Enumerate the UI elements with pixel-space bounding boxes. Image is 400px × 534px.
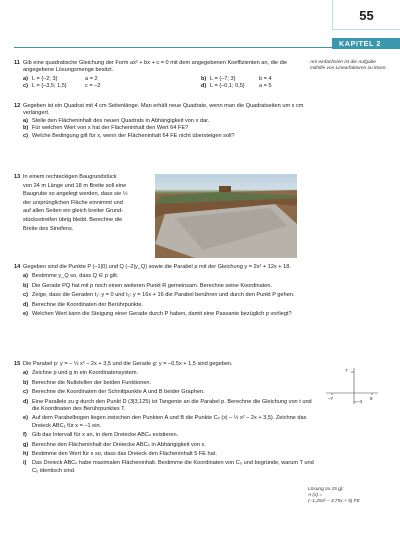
page-number: 55 (332, 0, 400, 30)
chapter-label: KAPITEL 2 (332, 38, 400, 49)
subtask-b: b) Für welchen Wert von x hat der Flächeninhalt den Wert 64 FE? (23, 125, 189, 132)
solution-note: Lösung zu 15 g): A (x) = (–1,25x² – 3,75x + 5) FE (308, 487, 360, 504)
subtask-h: h) Bestimme den Wert für x so, dass das Dreieck den Flächeninhalt 5 FE hat. (23, 451, 217, 458)
subtask-b-coef: b = 4 (259, 75, 272, 82)
construction-site-photo (155, 174, 297, 258)
subtask-e: e) Welchen Wert kann die Steigung einer Gerade durch P haben, damit eine Passante bezüglich p vorliegt? (23, 311, 292, 318)
task-text: Gegeben ist ein Quadrat mit 4 cm Seitenlänge. Man erhält neue Quadrate, wenn man die Quadratseiten um x cm verlängert. (23, 103, 304, 117)
subtask-d: d) Berechne die Koordinaten der Berührpunkte. (23, 301, 144, 308)
subtask-b: b) Berechne die Nullstellen der beiden Funktionen. (23, 379, 152, 386)
task-number: 11 (14, 60, 20, 66)
task-number: 14 (14, 264, 21, 270)
subtask-c: c) Berechne die Koordinaten der Schnittpunkte A und B beider Graphen. (23, 389, 205, 396)
header-rule (14, 47, 332, 48)
subtask-e: e) Auf dem Parabelbogen liegen zwischen den Punkten A und B die Punkte Cₙ (x| – ½ x² – 2x + 3,5). Zeichne das Dreieck ABC₁ für x = –1 ein. (23, 415, 307, 429)
task-15 (14, 361, 314, 475)
task-line: der ursprünglichen Fläche einnimmt und (23, 199, 123, 206)
task-13 (14, 173, 154, 233)
subtask-c: c) Welche Bedingung gilt für x, wenn der Flächeninhalt 64 FE nicht übersteigen soll? (23, 132, 235, 139)
subtask-b: b) L = {–7; 3} (201, 75, 236, 82)
axis-label-y-bottom: –4 (357, 399, 363, 404)
subtask-a: a) L = {–2; 3} (23, 75, 58, 82)
subtask-b: b) Die Gerade PQ hat mit p noch einen weiteren Punkt R gemeinsam. Berechne seine Koordinaten. (23, 282, 273, 289)
subtask-c-coef: c = –2 (85, 83, 101, 90)
task-line: stücksstreifen übrig bleibt. Berechne die (23, 216, 123, 223)
subtask-c: c) Zeige, dass die Geraden t₁: y = 0 und t₂: y = 16x + 16 die Parabel berühren und durch den Punkt P gehen. (23, 292, 295, 299)
task-text: Gib eine quadratische Gleichung der Form ax² + bx + c = 0 mit dem angegebenen Koeffizienten an, die die angegebene Lösungsmenge besitzt. (23, 60, 288, 74)
axis-label-x-right: 6 (370, 396, 373, 401)
subtask-d-coef: a = 5 (259, 83, 272, 90)
subtask-c: c) L = {–3,5; 1,5} (23, 83, 67, 90)
task-text: Die Parabel p: y = – ½ x² – 2x + 3,5 und die Gerade g: y = –0,5x + 1,5 sind gegeben. (23, 361, 233, 367)
subtask-i: i) Das Dreieck ABCₙ habe maximalen Flächeninhalt. Bestimme die Koordinaten von C₀ und begründe, warum T und C₀ identisch sind. (23, 460, 314, 474)
task-line: In einem rechteckigen Baugrundstück (23, 174, 117, 180)
axis-label-y-top: 7 (345, 368, 348, 373)
margin-hint: Am einfachsten ist die Aufgabe mithilfe von Linearfaktoren zu lösen. (310, 60, 387, 71)
task-text: Gegeben sind die Punkte P (–1|0) und Q (–2|y_Q) sowie die Parabel p mit der Gleichung y = 2x² + 12x + 18. (23, 264, 291, 270)
task-12 (14, 103, 314, 140)
task-line: auf allen Seiten ein gleich breiter Grund- (23, 208, 124, 215)
task-number: 15 (14, 361, 21, 367)
task-line: Baugrube so angelegt werden, dass sie ½ (23, 191, 128, 198)
subtask-a: a) Stelle den Flächeninhalt des neuen Quadrats in Abhängigkeit von x dar. (23, 117, 210, 124)
subtask-d: d) Eine Parallele zu g durch den Punkt D (3|3,125) ist Tangente an die Parabel p. Berechne die Gleichung von t und die Koordinaten des Berührpunktes T. (23, 398, 312, 413)
subtask-d: d) L = {–0,1; 0,5} (201, 83, 245, 90)
subtask-f: f) Gib das Intervall für x an, in dem Dreiecke ABCₙ existieren. (23, 432, 179, 439)
task-11 (14, 60, 304, 91)
task-line: von 24 m Länge und 18 m Breite soll eine (23, 182, 127, 189)
subtask-a: a) Bestimme y_Q so, dass Q ∈ p gilt. (23, 273, 119, 280)
task-line: Breite des Streifens. (23, 225, 74, 232)
task-14 (14, 264, 314, 318)
task-number: 12 (14, 103, 21, 109)
subtask-a-coef: a = 2 (85, 75, 98, 82)
subtask-g: g) Berechne den Flächeninhalt der Dreiecke ABCₙ in Abhängigkeit von x. (23, 441, 206, 448)
axis-label-x-left: –7 (328, 396, 334, 401)
subtask-a: a) Zeichne p und g in ein Koordinatensystem. (23, 370, 139, 377)
task-number: 13 (14, 174, 21, 180)
coordinate-sketch (324, 366, 380, 406)
